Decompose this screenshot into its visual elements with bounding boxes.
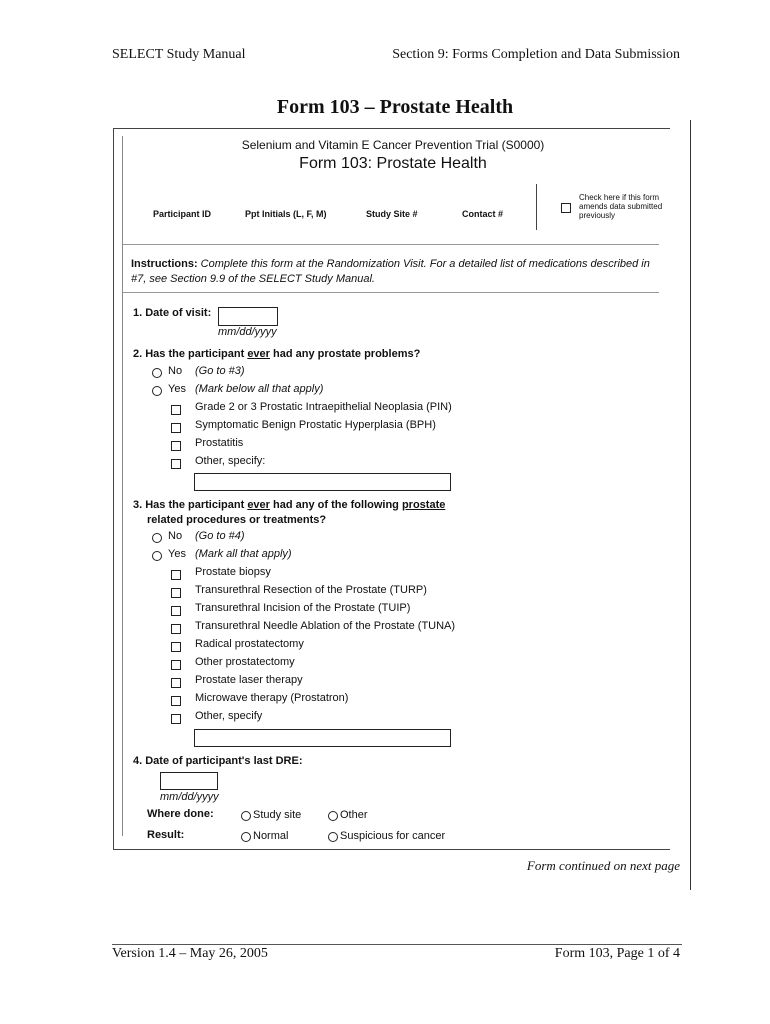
ppt-initials-label: Ppt Initials (L, F, M) <box>245 209 327 219</box>
q3-option: Other prostatectomy <box>195 656 295 668</box>
where-done-label: Where done: <box>147 808 214 820</box>
q2-option: Prostatitis <box>195 437 244 449</box>
result-suspicious-radio[interactable] <box>328 832 338 842</box>
q2-label: 2. Has the participant ever had any prostate problems? <box>133 348 421 360</box>
q3-option-checkbox[interactable] <box>171 588 181 598</box>
footer-version: Version 1.4 – May 26, 2005 <box>112 946 268 961</box>
footer-page-number: Form 103, Page 1 of 4 <box>554 946 680 961</box>
amend-divider <box>536 184 537 230</box>
q3-option: Transurethral Incision of the Prostate (TUIP) <box>195 602 411 614</box>
q2-other-specify-input[interactable] <box>194 473 451 491</box>
form-inner-border <box>122 136 123 836</box>
q2-option: Grade 2 or 3 Prostatic Intraepithelial Neoplasia (PIN) <box>195 401 452 413</box>
q3-label-line2: related procedures or treatments? <box>147 514 327 526</box>
q2-yes-label: Yes <box>168 383 186 395</box>
q2-option: Symptomatic Benign Prostatic Hyperplasia (BPH) <box>195 419 436 431</box>
where-study-site-radio[interactable] <box>241 811 251 821</box>
q3-option-checkbox[interactable] <box>171 678 181 688</box>
visit-date-input[interactable] <box>218 307 278 326</box>
q2-yes-note: (Mark below all that apply) <box>195 383 324 395</box>
q1-date-format: mm/dd/yyyy <box>218 326 277 338</box>
amend-note: Check here if this form amends data submitted previously <box>579 193 663 220</box>
instructions-label: Instructions: <box>131 258 198 270</box>
running-header-left: SELECT Study Manual <box>112 47 246 62</box>
q2-no-note: (Go to #3) <box>195 365 245 377</box>
result-normal-label: Normal <box>253 830 289 842</box>
q1-label: 1. Date of visit: <box>133 307 212 319</box>
q2-option: Other, specify: <box>195 455 266 467</box>
q2-yes-radio[interactable] <box>152 386 162 396</box>
trial-name: Selenium and Vitamin E Cancer Prevention Trial (S0000) <box>241 138 545 152</box>
q3-option: Transurethral Resection of the Prostate (TURP) <box>195 584 427 596</box>
divider-1 <box>123 244 659 245</box>
q3-label: 3. Has the participant ever had any of the following prostate <box>133 499 446 511</box>
q3-option-checkbox[interactable] <box>171 660 181 670</box>
result-label: Result: <box>147 829 185 841</box>
where-other-label: Other <box>340 809 368 821</box>
result-normal-radio[interactable] <box>241 832 251 842</box>
q3-yes-radio[interactable] <box>152 551 162 561</box>
q2-option-checkbox[interactable] <box>171 441 181 451</box>
q3-option-checkbox[interactable] <box>171 714 181 724</box>
q2-option-checkbox[interactable] <box>171 459 181 469</box>
continued-note: Form continued on next page <box>526 858 680 873</box>
q3-option: Prostate laser therapy <box>195 674 303 686</box>
where-other-radio[interactable] <box>328 811 338 821</box>
where-study-site-label: Study site <box>253 809 302 821</box>
q3-other-specify-input[interactable] <box>194 729 451 747</box>
q3-option: Microwave therapy (Prostatron) <box>195 692 349 704</box>
q3-no-label: No <box>168 530 183 542</box>
q3-option: Other, specify <box>195 710 263 722</box>
q2-option-checkbox[interactable] <box>171 405 181 415</box>
divider-2 <box>123 292 659 293</box>
q4-date-format: mm/dd/yyyy <box>160 791 219 803</box>
q3-option-checkbox[interactable] <box>171 642 181 652</box>
study-site-label: Study Site # <box>366 209 418 219</box>
instructions <box>131 257 661 287</box>
q3-yes-label: Yes <box>168 548 186 560</box>
running-header-right: Section 9: Forms Completion and Data Submission <box>392 47 680 62</box>
contact-label: Contact # <box>462 209 504 219</box>
amend-checkbox[interactable] <box>561 203 571 213</box>
dre-date-input[interactable] <box>160 772 218 790</box>
page-title: Form 103 – Prostate Health <box>276 96 514 118</box>
q3-yes-note: (Mark all that apply) <box>195 548 292 560</box>
q3-no-radio[interactable] <box>152 533 162 543</box>
instructions-text: Complete this form at the Randomization Visit. For a detailed list of medications described in #7, see Section 9.9 of the SELECT Study Manual. <box>131 258 650 285</box>
q3-option: Transurethral Needle Ablation of the Prostate (TUNA) <box>195 620 456 632</box>
result-suspicious-label: Suspicious for cancer <box>340 830 446 842</box>
q3-option-checkbox[interactable] <box>171 570 181 580</box>
q3-option-checkbox[interactable] <box>171 624 181 634</box>
q3-option-checkbox[interactable] <box>171 696 181 706</box>
footer-rule <box>112 944 682 945</box>
participant-id-label: Participant ID <box>153 209 212 219</box>
q3-no-note: (Go to #4) <box>195 530 245 542</box>
margin-bar <box>690 120 691 890</box>
q2-no-label: No <box>168 365 183 377</box>
q4-label: 4. Date of participant's last DRE: <box>133 755 303 767</box>
q3-option-checkbox[interactable] <box>171 606 181 616</box>
q3-option: Prostate biopsy <box>195 566 271 578</box>
q2-no-radio[interactable] <box>152 368 162 378</box>
q3-option: Radical prostatectomy <box>195 638 304 650</box>
q2-option-checkbox[interactable] <box>171 423 181 433</box>
form-title: Form 103: Prostate Health <box>299 155 487 172</box>
